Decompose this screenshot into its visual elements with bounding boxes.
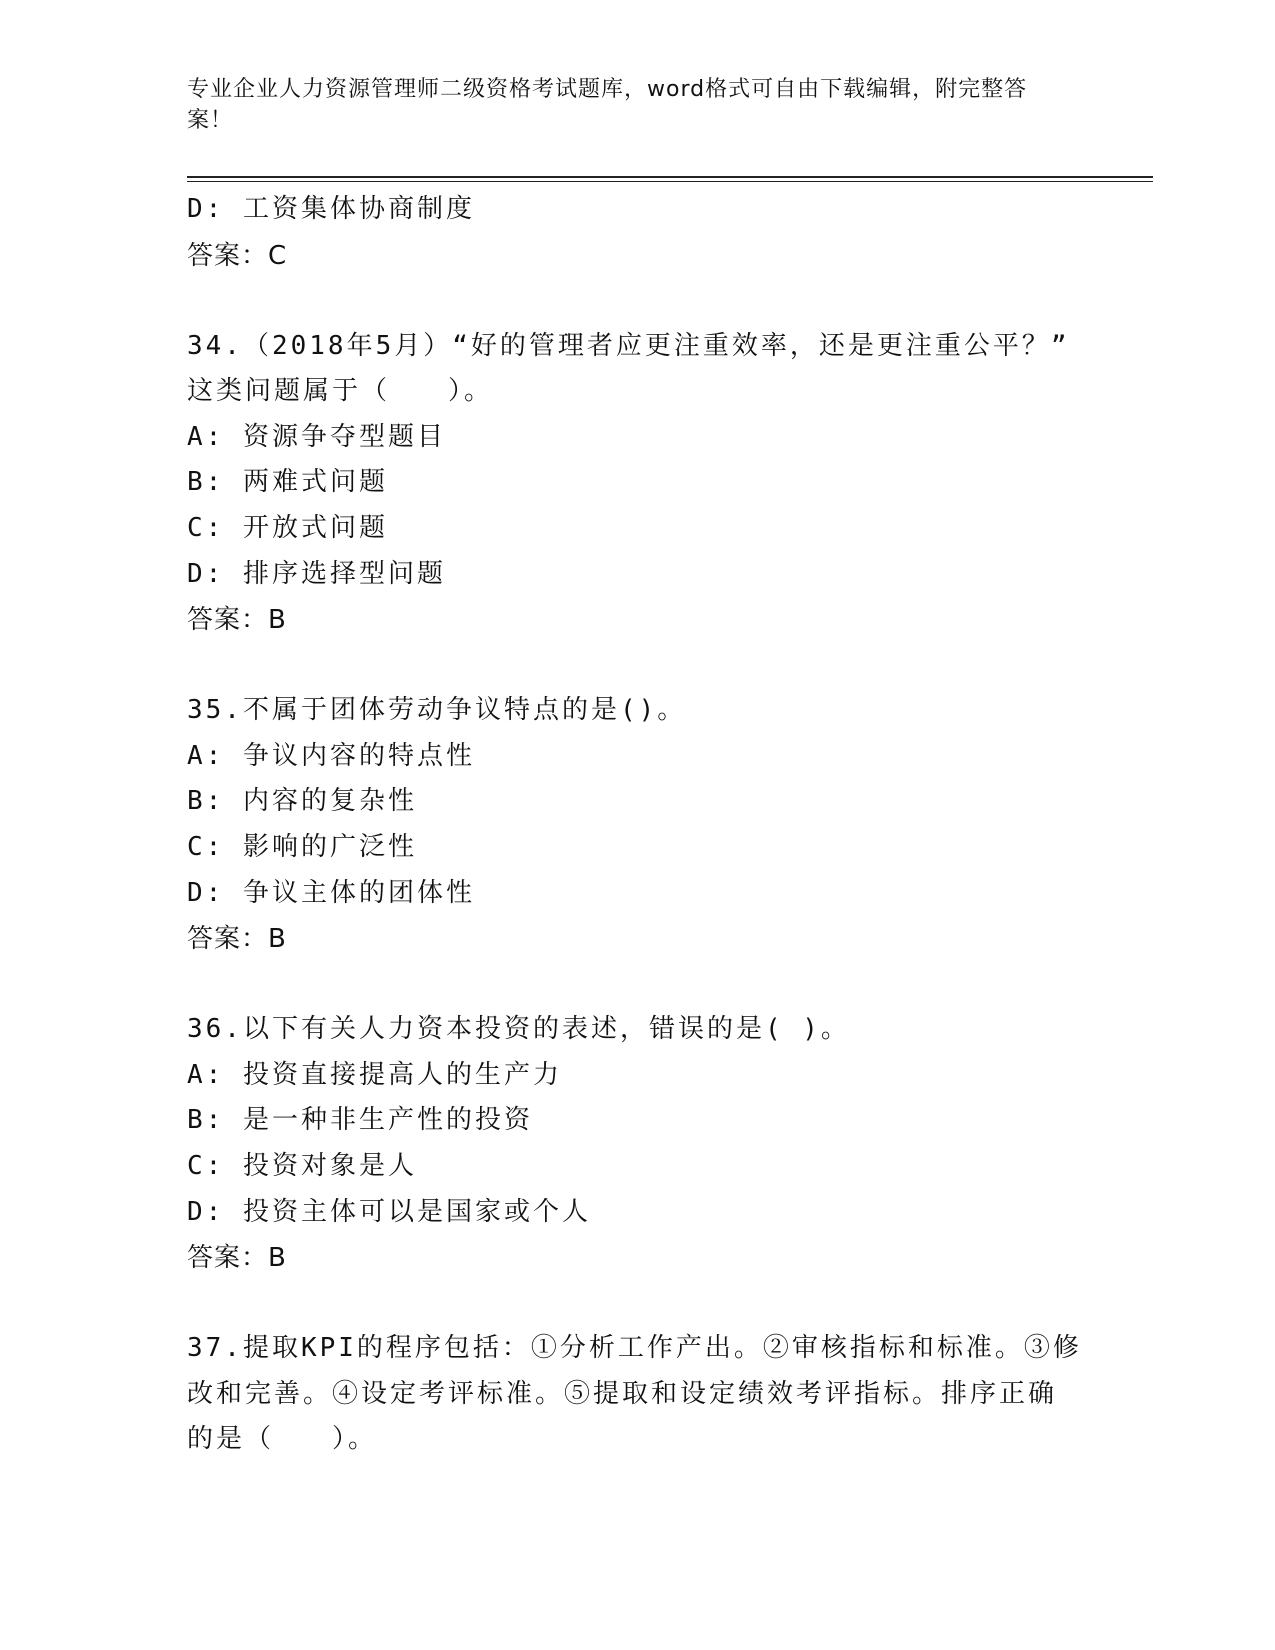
text-line: C: 影响的广泛性 xyxy=(187,831,417,862)
text-line: A: 投资直接提高人的生产力 xyxy=(187,1059,562,1090)
text-line: B: 两难式问题 xyxy=(187,467,388,498)
text-line: 36.以下有关人力资本投资的表述，错误的是( )。 xyxy=(187,1014,850,1045)
text-line: C: 投资对象是人 xyxy=(187,1150,417,1181)
text-line: 37.提取KPI的程序包括：①分析工作产出。②审核指标和标准。③修 xyxy=(187,1333,1082,1364)
text-line: 35.不属于团体劳动争议特点的是()。 xyxy=(187,695,687,726)
document-header: 专业企业人力资源管理师二级资格考试题库，word格式可自由下载编辑，附完整答案！ xyxy=(187,77,1028,133)
text-line: D: 工资集体协商制度 xyxy=(187,194,475,224)
block-spacer xyxy=(187,1281,1087,1326)
text-line: 改和完善。④设定考评标准。⑤提取和设定绩效考评指标。排序正确 xyxy=(187,1378,1058,1409)
block-spacer xyxy=(187,279,1087,324)
text-line: 34.（2018年5月）“好的管理者应更注重效率，还是更注重公平？” xyxy=(187,330,1070,361)
text-line: B: 是一种非生产性的投资 xyxy=(187,1105,533,1136)
answer-line: 答案：B xyxy=(187,605,287,636)
header-rule-thin xyxy=(187,181,1153,182)
question-list xyxy=(187,187,1087,1463)
text-line: A: 争议内容的特点性 xyxy=(187,740,475,771)
text-line: C: 开放式问题 xyxy=(187,512,388,543)
text-line: A: 资源争夺型题目 xyxy=(187,421,446,452)
text-line: 这类问题属于（ ）。 xyxy=(187,376,494,407)
answer-line: 答案：B xyxy=(187,924,287,955)
text-line: D: 排序选择型问题 xyxy=(187,558,446,589)
answer-line: 答案：B xyxy=(187,1243,287,1274)
block-spacer xyxy=(187,962,1087,1007)
text-line: 的是（ ）。 xyxy=(187,1424,378,1455)
text-line: D: 争议主体的团体性 xyxy=(187,877,475,908)
answer-line: 答案：C xyxy=(187,240,288,271)
block-spacer xyxy=(187,643,1087,688)
header-rule-thick xyxy=(187,176,1153,178)
text-line: D: 投资主体可以是国家或个人 xyxy=(187,1196,591,1227)
text-line: B: 内容的复杂性 xyxy=(187,786,417,817)
